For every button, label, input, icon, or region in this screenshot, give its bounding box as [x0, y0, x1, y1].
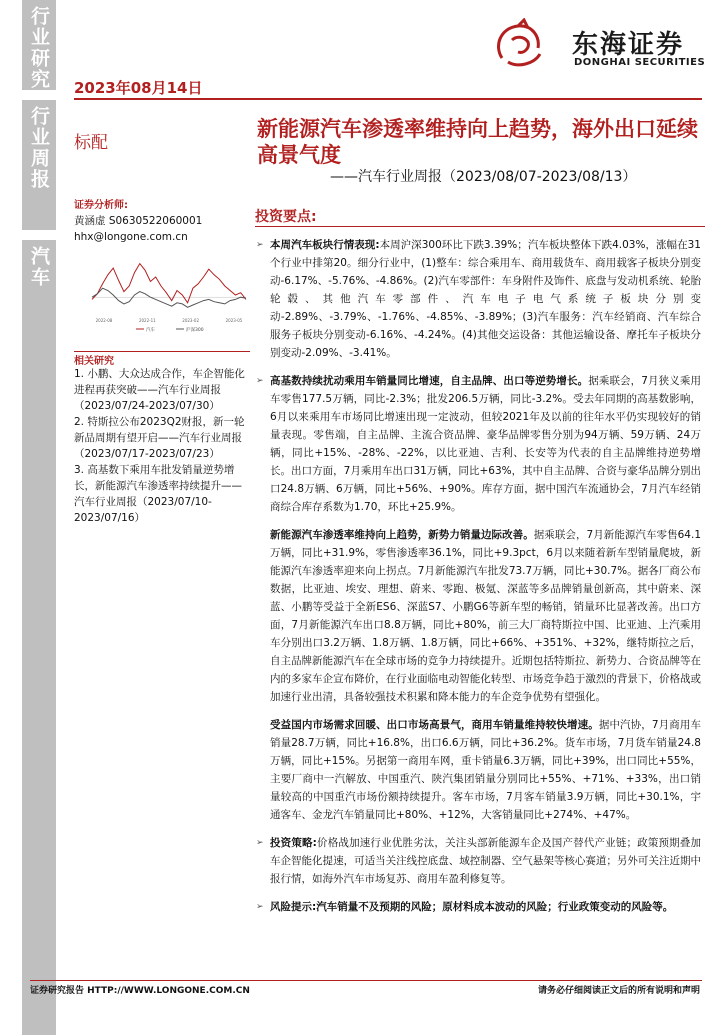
analyst-info	[74, 213, 202, 245]
paragraph-commercial: 受益国内市场需求回暖、出口市场高景气，商用车销量维持较快增速。据中汽协，7月商用车销量28.7万辆，同比+16.8%，出口6.6万辆，同比+36.2%。货车市场，7月货车销量24.8万辆，同比+15%。另据第一商用车网，重卡销量6.3万辆，同比+39%，出口同比+55%，主要厂商中一汽解放、中国重汽、陕汽集团销量分别同比+55%、+71%、+33%，出口销量较高的中国重汽市场份额持续提升。客车市场，7月客车销量3.9万辆，同比+30.1%，宇通客车、金龙汽车销量同比+80%、+12%，大客销量同比+274%、+47%。	[270, 719, 701, 821]
footer-left[interactable]: 证券研究报告 HTTP://WWW.LONGONE.COM.CN	[30, 986, 250, 996]
analyst-heading: 证券分析师:	[74, 200, 128, 211]
logo-name-en: DONGHAI SECURITIES	[574, 57, 706, 68]
arrow-bullet-icon: ➢	[256, 376, 264, 386]
paragraph-strategy: ➢ 投资策略:价格战加速行业优胜劣汰，关注头部新能源车企及国产替代产业链；政策预期叠加车企智能化提速，可适当关注线控底盘、域控制器、空气悬架等核心赛道；另外可关注近期中报行情，如海外汽车市场复苏、商用车盈利修复等。	[256, 834, 701, 888]
header-divider	[74, 98, 702, 100]
x-tick-label: 2022-08	[95, 318, 113, 323]
sidebar-category: 行业研究	[22, 0, 56, 90]
report-title: 新能源汽车渗透率维持向上趋势，海外出口延续高景气度	[257, 117, 698, 167]
analyst-name: 黄涵虚 S0630522060001	[74, 215, 203, 227]
investment-heading: 投资要点:	[255, 209, 317, 225]
logo-name-cn: 东海证券	[572, 30, 685, 60]
arrow-bullet-icon: ➢	[256, 838, 264, 848]
investment-body	[256, 236, 701, 916]
paragraph-risk: ➢ 风险提示:汽车销量不及预期的风险；原材料成本波动的风险；行业政策变动的风险等。	[256, 898, 701, 916]
footer-disclaimer: 请务必仔细阅读正文后的所有说明和声明	[537, 986, 700, 996]
sidebar-industry: 汽车	[22, 240, 56, 1035]
industry-rating: 标配	[74, 133, 108, 153]
related-list	[74, 366, 250, 526]
x-tick-label: 2023-02	[182, 318, 200, 323]
related-item[interactable]: 1. 小鹏、大众达成合作，车企智能化进程再获突破——汽车行业周报（2023/07/24-2023/07/30）	[74, 368, 245, 412]
report-subtitle: ——汽车行业周报（2023/08/07-2023/08/13）	[330, 169, 637, 185]
x-tick-label: 2022-11	[138, 318, 156, 323]
related-item[interactable]: 3. 高基数下乘用车批发销量逆势增长，新能源汽车渗透率持续提升——汽车行业周报（2023/07/10-2023/07/16）	[74, 464, 242, 524]
legend-label: 沪深300	[186, 328, 204, 333]
report-date: 2023年08月14日	[74, 79, 203, 97]
investment-divider	[255, 226, 705, 227]
paragraph-nev: 新能源汽车渗透率维持向上趋势，新势力销量边际改善。据乘联会，7月新能源汽车零售64.1万辆，同比+31.9%，零售渗透率36.1%，同比+9.3pct，6月以来随着新车型销量爬坡，新能源汽车渗透率迎来向上拐点。7月新能源汽车批发73.7万辆，同比+30.7%。据各厂商公布数据，比亚迪、埃安、理想、蔚来、零跑、极氪、深蓝等多品牌销量创新高，其中蔚来、深蓝、小鹏等受益于全新ES6、深蓝S7、小鹏G6等新车型的畅销，销量环比显著改善。出口方面，7月新能源汽车出口8.8万辆，同比+80%，前三大厂商特斯拉中国、比亚迪、上汽乘用车分别出口3.2万辆、1.8万辆、1.8万辆，同比+66%、+351%、+32%，继特斯拉之后，自主品牌新能源汽车在全球市场的竞争力持续提升。近期包括特斯拉、新势力、合资品牌等在内的多家车企宣布降价，在行业面临电动智能化转型、市场竞争趋于激烈的背景下，价格战或加速行业出清，具备较强技术积累和降本能力的车企竞争优势有望强化。	[270, 529, 702, 703]
paragraph-market: ➢ 本周汽车板块行情表现:本周沪深300环比下跌3.39%；汽车板块整体下跌4.03%，涨幅在31个行业中排第20。细分行业中，(1)整车：综合乘用车、商用载货车、商用载客子板块分别变动-6.17%、-5.76%、-4.86%。(2)汽车零部件：车身附件及饰件、底盘与发动机系统、轮胎轮毂、其他汽车零部件、汽车电子电气系统子板块分别变动-2.89%、-3.79%、-1.76%、-4.85%、-3.89%；(3)汽车服务：汽车经销商、汽车综合服务子板块分别变动-6.16%、-4.24%。(4)其他交运设备：其他运输设备、摩托车子板块分别变动-2.09%、-3.41%。	[256, 236, 701, 362]
legend-label: 汽车	[146, 328, 155, 333]
paragraph-passenger: ➢ 高基数持续扰动乘用车销量同比增速，自主品牌、出口等逆势增长。据乘联会，7月狭义乘用车零售177.5万辆，同比-2.3%；批发206.5万辆，同比-3.2%。受去年同期的高基数影响，6月以来乘用车市场同比增速出现一定波动，但较2021年及以前的往年水平仍实现较好的销量表现。零售端，自主品牌、主流合资品牌、豪华品牌零售分别为94万辆、59万辆、24万辆，同比+15%、-28%、-22%，以比亚迪、吉利、长安等为代表的自主品牌维持逆势增长。出口方面，7月乘用车出口31万辆，同比+63%，其中自主品牌、合资与豪华品牌分别出口24.8万辆、6万辆，同比+56%、+90%。库存方面，据中国汽车流通协会，7月汽车经销商综合库存系数为1.70，环比+25.9%。	[256, 372, 701, 516]
arrow-bullet-icon: ➢	[256, 902, 264, 912]
sidebar-report-type: 行业周报	[22, 100, 56, 230]
x-tick-label: 2023-05	[225, 318, 243, 323]
footer-divider	[30, 980, 702, 981]
related-item[interactable]: 2. 特斯拉公布2023Q2财报，新一轮新品周期有望开启——汽车行业周报（2023/07/17-2023/07/23）	[74, 416, 245, 460]
related-heading: 相关研究	[74, 351, 250, 367]
performance-chart	[74, 252, 250, 334]
arrow-bullet-icon: ➢	[256, 240, 264, 250]
analyst-email[interactable]: hhx@longone.com.cn	[74, 231, 188, 243]
series-line-沪深300	[92, 288, 246, 307]
